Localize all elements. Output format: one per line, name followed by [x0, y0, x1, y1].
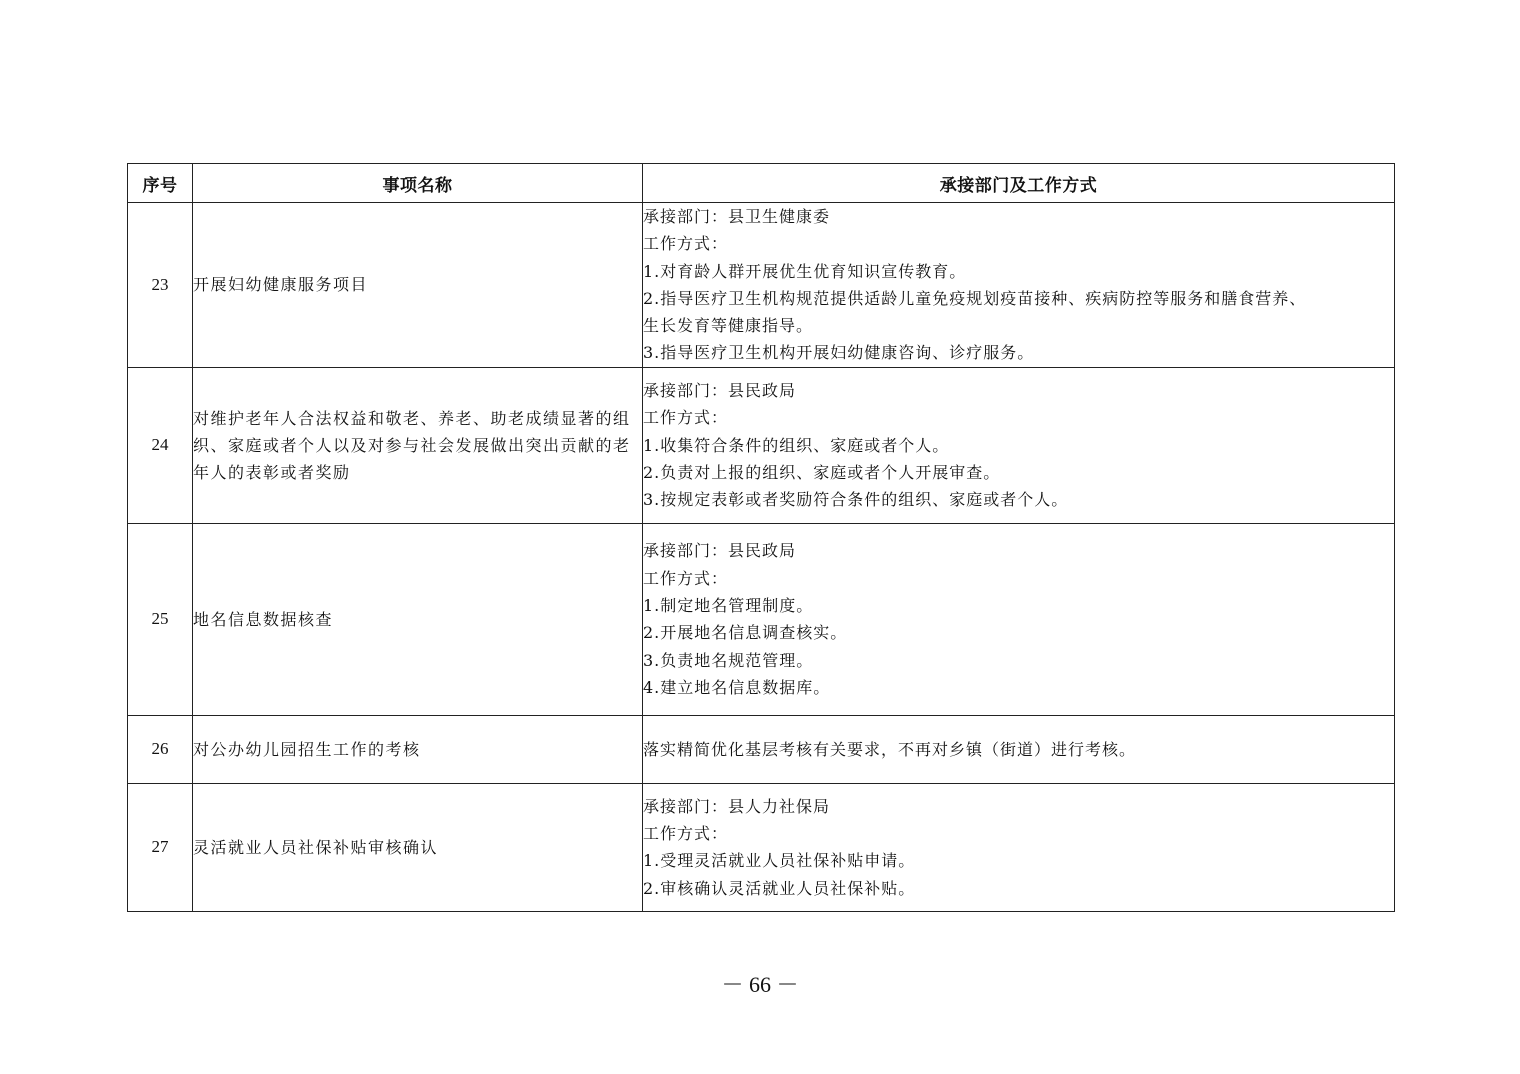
mode-line: 3.指导医疗卫生机构开展妇幼健康咨询、诊疗服务。: [643, 343, 1035, 363]
mode-line: 工作方式：: [643, 823, 729, 843]
matters-table: [127, 163, 1395, 912]
row-item-name: 对维护老年人合法权益和敬老、养老、助老成绩显著的组织、家庭或者个人以及对参与社会发展做出突出贡献的老年人的表彰或者奖励: [193, 367, 643, 523]
mode-line: 承接部门：县人力社保局: [643, 796, 831, 816]
row-dept-mode: [643, 203, 1395, 368]
row-seq: 24: [128, 367, 193, 523]
mode-line: 工作方式：: [643, 408, 729, 428]
table-header-row: [128, 164, 1395, 203]
mode-line: 落实精简优化基层考核有关要求，不再对乡镇（街道）进行考核。: [643, 739, 1137, 759]
mode-line: 2.审核确认灵活就业人员社保补贴。: [643, 878, 916, 898]
mode-line: 1.受理灵活就业人员社保补贴申请。: [643, 851, 916, 871]
mode-line: 承接部门：县民政局: [643, 381, 797, 401]
mode-line: 生长发育等健康指导。: [643, 316, 814, 336]
header-dept-mode: 承接部门及工作方式: [643, 164, 1395, 203]
row-item-name: 开展妇幼健康服务项目: [193, 203, 643, 368]
mode-line: 1.对育龄人群开展优生优育知识宣传教育。: [643, 261, 967, 281]
table-row: [128, 203, 1395, 368]
header-item-name: 事项名称: [193, 164, 643, 203]
table-row: [128, 523, 1395, 715]
row-item-name: 灵活就业人员社保补贴审核确认: [193, 783, 643, 911]
table-row: [128, 715, 1395, 783]
row-dept-mode: [643, 523, 1395, 715]
mode-line: 2.指导医疗卫生机构规范提供适龄儿童免疫规划疫苗接种、疾病防控等服务和膳食营养、: [643, 288, 1307, 308]
header-seq: 序号: [128, 164, 193, 203]
row-dept-mode: [643, 783, 1395, 911]
mode-line: 承接部门：县卫生健康委: [643, 207, 831, 226]
mode-line: 3.按规定表彰或者奖励符合条件的组织、家庭或者个人。: [643, 490, 1069, 510]
row-item-name: 对公办幼儿园招生工作的考核: [193, 715, 643, 783]
row-item-name: 地名信息数据核查: [193, 523, 643, 715]
mode-line: 工作方式：: [643, 568, 729, 588]
mode-line: 4.建立地名信息数据库。: [643, 677, 831, 697]
row-seq: 25: [128, 523, 193, 715]
table-row: [128, 783, 1395, 911]
table-row: [128, 367, 1395, 523]
row-seq: 26: [128, 715, 193, 783]
mode-line: 承接部门：县民政局: [643, 541, 797, 561]
row-seq: 23: [128, 203, 193, 368]
mode-line: 3.负责地名规范管理。: [643, 650, 814, 670]
row-dept-mode: [643, 715, 1395, 783]
mode-line: 2.开展地名信息调查核实。: [643, 623, 848, 643]
mode-line: 工作方式：: [643, 234, 729, 254]
mode-line: 1.收集符合条件的组织、家庭或者个人。: [643, 435, 950, 455]
mode-line: 1.制定地名管理制度。: [643, 595, 814, 615]
page-number: － 66 －: [721, 972, 799, 997]
mode-line: 2.负责对上报的组织、家庭或者个人开展审查。: [643, 462, 1001, 482]
row-dept-mode: [643, 367, 1395, 523]
row-seq: 27: [128, 783, 193, 911]
